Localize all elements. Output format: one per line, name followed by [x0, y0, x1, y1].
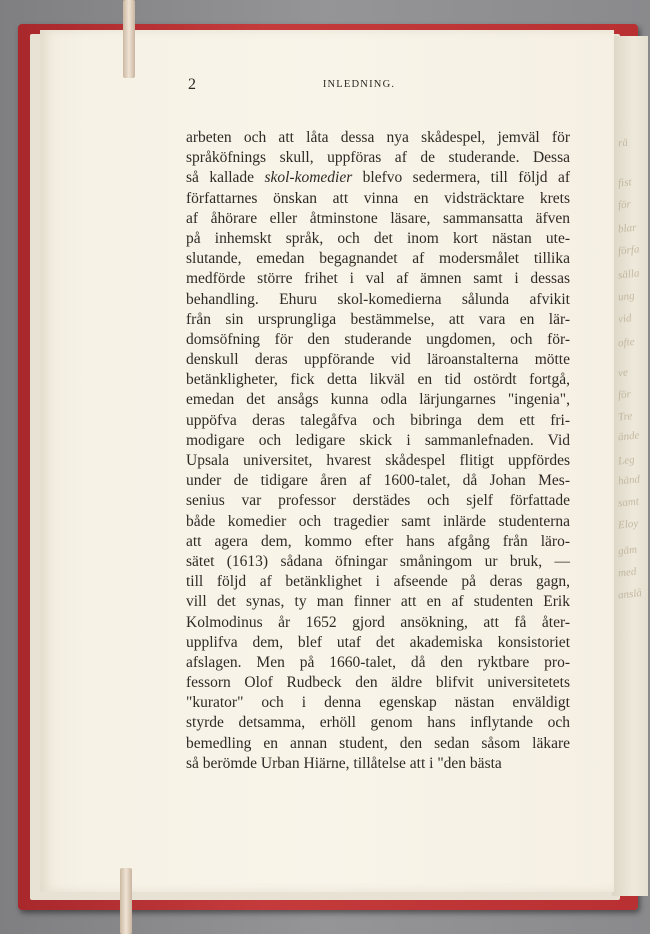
text-segment: att agera dem, kommo efter hans afgång från läro-	[186, 532, 570, 550]
page-number: 2	[188, 76, 196, 93]
text-line	[186, 512, 570, 532]
text-line	[186, 734, 570, 754]
text-line	[186, 189, 570, 209]
bleed-fragment: gäm	[617, 543, 638, 558]
text-line	[186, 653, 570, 673]
bleed-fragment: vid	[617, 312, 633, 326]
text-line	[186, 451, 570, 471]
text-segment: från sin ursprungliga bestämmelse, att vara en lär-	[186, 310, 570, 328]
text-segment: författarnes önskan att vinna en vidsträcktare krets	[186, 189, 570, 207]
text-line	[186, 128, 570, 148]
page-header	[148, 76, 570, 98]
text-line	[186, 290, 570, 310]
text-line	[186, 613, 570, 633]
text-line	[186, 330, 570, 350]
text-segment: denskull deras uppförande vid läroanstalterna mötte	[186, 351, 570, 369]
bleed-fragment: ofte	[617, 335, 636, 350]
text-segment: så berömde Urban Hiärne, tillåtelse att i "den bästa	[186, 754, 502, 772]
text-segment: Upsala universitet, hvarest skådespel flitigt uppfördes	[186, 452, 570, 469]
text-segment: på inhemskt språk, och det inom kort nästan ute-	[186, 229, 570, 247]
text-line	[186, 552, 570, 572]
text-segment: styrde detsamma, erhöll genom hans inflytande och	[186, 714, 570, 732]
text-line	[186, 754, 570, 774]
bleed-fragment: med	[617, 565, 637, 580]
text-segment: slutande, emedan begagnandet af modersmålet tillika	[186, 250, 570, 268]
bleed-fragment: ände	[617, 429, 640, 444]
bleed-fragment: händ	[617, 473, 641, 488]
text-line	[186, 693, 570, 713]
text-segment: uppöfva deras talegåfva och bibringa dem ett fri-	[186, 411, 570, 429]
text-segment: sätet (1613) sådana öfningar småningom ur bruk, —	[186, 552, 570, 570]
text-segment: senius var professor derstädes och sjelf författade	[186, 492, 570, 510]
text-line	[186, 168, 570, 188]
text-segment: afslagen. Men på 1660-talet, då den ryktbare pro-	[186, 653, 570, 671]
text-segment: betänkligheter, fick detta likväl en tid ostördt fortgå,	[186, 371, 570, 389]
bleed-fragment: förfa	[617, 243, 640, 258]
text-segment: både komedier och tragedier samt inlärde studenterna	[186, 512, 570, 530]
text-segment: behandling. Ehuru skol-komedierna sålunda afvikit	[186, 290, 570, 308]
bleed-fragment: för	[617, 388, 632, 402]
bleed-fragment: Tre	[617, 410, 633, 424]
bleed-fragment: rä	[617, 136, 629, 150]
text-line	[186, 249, 570, 269]
bleed-fragment: samt	[617, 495, 640, 510]
text-segment: vill det synas, ty man finner att en af studenten Erik	[186, 593, 570, 611]
bleed-fragment: blar	[617, 221, 637, 236]
text-segment: under de tidigare åren af 1600-talet, då Johan Mes-	[186, 472, 570, 490]
text-line	[186, 572, 570, 592]
running-head: INLEDNING.	[322, 79, 396, 90]
text-segment: fessorn Olof Rudbeck den äldre blifvit universitetets	[186, 674, 570, 692]
text-segment: så kallade	[186, 169, 265, 187]
text-segment: modigare och ledigare skick i sammanlefnaden. Vid	[186, 431, 570, 449]
text-line	[186, 592, 570, 612]
bookmark-ribbon-bottom	[120, 868, 132, 934]
bleed-fragment: för	[617, 198, 632, 212]
bleed-fragment: sälla	[617, 267, 640, 282]
bleed-fragment: anslå	[617, 587, 643, 602]
text-line	[186, 633, 570, 653]
text-line	[186, 229, 570, 249]
bleed-fragment: ung	[617, 289, 636, 304]
text-line	[186, 209, 570, 229]
text-segment: till följd af betänklighet i afseende på deras gagn,	[186, 573, 570, 591]
text-line	[186, 411, 570, 431]
text-segment: medförde större frihet i val af ämnen samt i dessas	[186, 270, 570, 288]
text-line	[186, 713, 570, 733]
bookmark-ribbon-top	[123, 0, 135, 78]
bleed-fragment: fist	[617, 176, 633, 190]
text-line	[186, 390, 570, 410]
text-segment: blefvo sedermera, till följd af	[352, 169, 570, 187]
text-line	[186, 350, 570, 370]
adjacent-page-edge	[612, 36, 648, 896]
text-line	[186, 370, 570, 390]
text-segment: upplifva dem, blef utaf det akademiska konsistoriet	[186, 633, 570, 651]
text-line	[186, 431, 570, 451]
bleed-fragment: Eloy	[617, 517, 639, 532]
body-text	[186, 128, 570, 774]
text-segment: bemedling en annan student, den sedan såsom läkare	[186, 734, 570, 752]
text-segment: språköfnings skull, uppföras af de studerande. Dessa	[186, 149, 570, 167]
text-segment: Kolmodinus år 1652 gjord ansökning, att få åter-	[186, 613, 570, 631]
text-segment: af åhörare eller åtminstone läsare, sammansatta äfven	[186, 209, 570, 227]
text-segment: domsöfning för den studerande ungdomen, och för-	[186, 330, 570, 348]
text-segment: emedan det ansågs kunna odla lärjungarnes "ingenia",	[186, 391, 570, 409]
text-segment: "kurator" och i denna egenskap nästan enväldigt	[186, 694, 570, 712]
text-line	[186, 269, 570, 289]
text-line	[186, 310, 570, 330]
text-line	[186, 148, 570, 168]
italic-term: skol-komedier	[264, 169, 353, 187]
text-line	[186, 491, 570, 511]
text-line	[186, 532, 570, 552]
text-line	[186, 471, 570, 491]
bleed-fragment: ve	[617, 366, 629, 380]
text-segment: arbeten och att låta dessa nya skådespel, jemväl för	[186, 129, 570, 146]
text-line	[186, 673, 570, 693]
bleed-fragment: Leg	[617, 453, 636, 468]
